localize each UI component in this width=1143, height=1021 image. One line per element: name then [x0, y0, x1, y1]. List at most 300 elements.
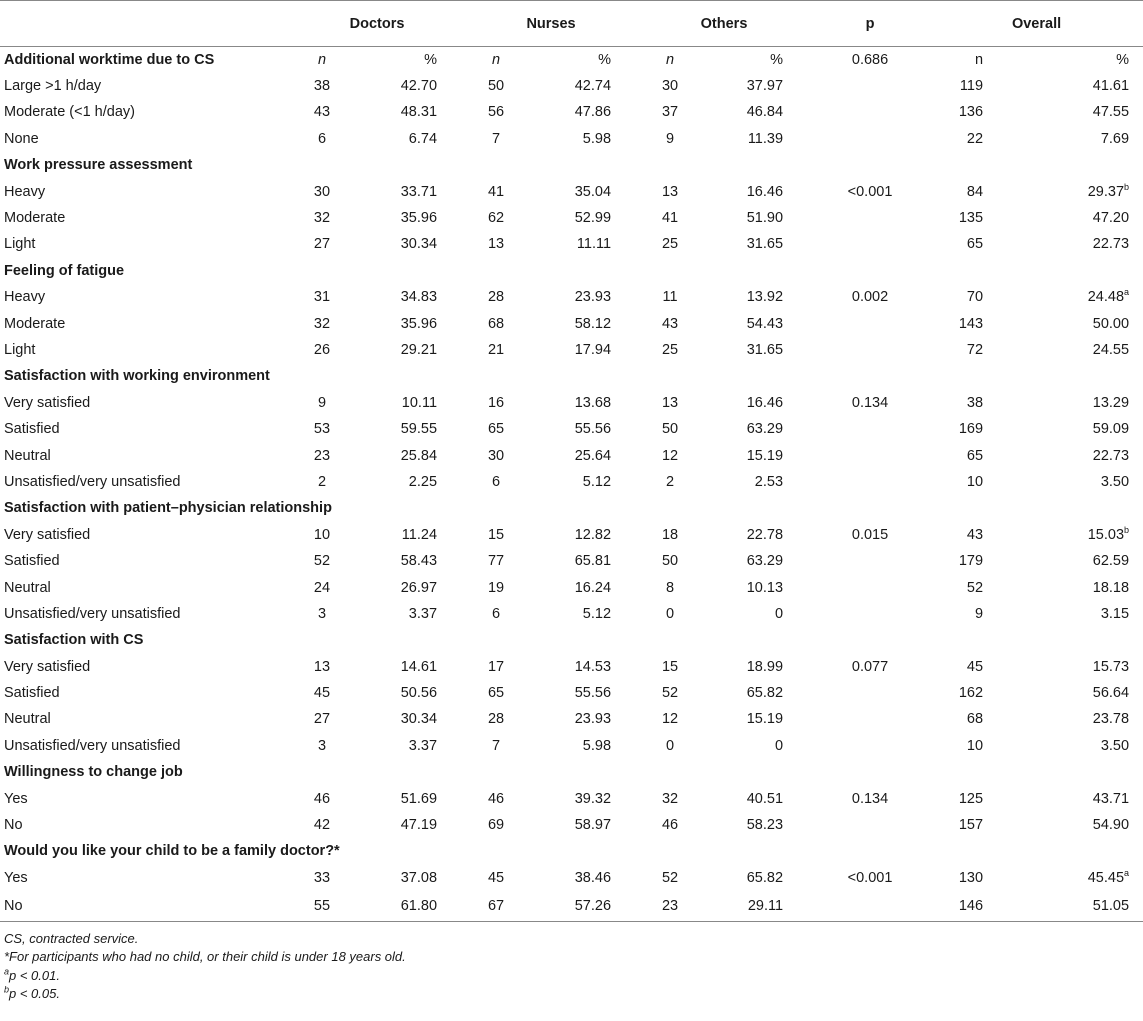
others-n — [638, 178, 702, 204]
others-pct-text: 11.39 — [747, 130, 784, 147]
p-value — [810, 522, 930, 548]
overall-pct — [1010, 653, 1143, 679]
overall-pct — [1010, 310, 1143, 336]
nurses-n — [464, 416, 528, 442]
overall-n-text: 143 — [958, 315, 984, 332]
overall-pct — [1010, 73, 1143, 99]
others-n-text: 0 — [665, 737, 675, 754]
overall-n — [930, 627, 1010, 653]
others-n — [638, 310, 702, 336]
others-n-text: 9 — [665, 130, 675, 147]
overall-n — [930, 310, 1010, 336]
row-label-text: Very satisfied — [4, 526, 91, 543]
doctors-pct — [354, 416, 464, 442]
row-label-text: Very satisfied — [4, 658, 91, 675]
others-n — [638, 152, 702, 178]
others-pct — [702, 759, 810, 785]
row-label — [0, 759, 290, 785]
footnote-cs: CS, contracted service. — [4, 930, 139, 946]
others-pct-text: 15.19 — [746, 447, 784, 464]
others-pct-text: 63.29 — [746, 553, 784, 570]
p-value — [810, 258, 930, 284]
overall-pct — [1010, 495, 1143, 521]
nurses-n-text: 30 — [487, 447, 505, 464]
others-n — [638, 680, 702, 706]
overall-pct-text: 23.78 — [1092, 711, 1130, 728]
row-label-text: Very satisfied — [4, 394, 91, 411]
overall-pct-text: 7.69 — [1100, 130, 1130, 147]
others-pct — [702, 522, 810, 548]
overall-n — [930, 891, 1010, 921]
overall-n — [930, 416, 1010, 442]
row-label-text: Moderate — [4, 210, 66, 227]
doctors-pct — [354, 522, 464, 548]
doctors-n-text: 6 — [317, 130, 327, 147]
table-row — [0, 178, 1143, 204]
nurses-n — [464, 574, 528, 600]
others-pct — [702, 680, 810, 706]
others-n-text: 0 — [665, 605, 675, 622]
doctors-n — [290, 469, 354, 495]
table-row — [0, 231, 1143, 257]
others-n — [638, 838, 702, 864]
p-value — [810, 469, 930, 495]
overall-pct-text: 59.09 — [1092, 421, 1130, 438]
others-pct — [702, 310, 810, 336]
doctors-n — [290, 785, 354, 811]
nurses-pct — [528, 363, 638, 389]
others-pct — [702, 152, 810, 178]
others-pct-text: 51.90 — [746, 210, 784, 227]
others-pct — [702, 416, 810, 442]
nurses-n — [464, 258, 528, 284]
doctors-n — [290, 99, 354, 125]
doctors-pct — [354, 548, 464, 574]
section-row — [0, 495, 1143, 521]
nurses-n — [464, 627, 528, 653]
others-pct — [702, 99, 810, 125]
row-label — [0, 785, 290, 811]
table-row — [0, 548, 1143, 574]
others-n-text: 37 — [661, 104, 679, 121]
row-label — [0, 865, 290, 891]
doctors-pct-text: 35.96 — [400, 315, 438, 332]
others-n-text: 18 — [661, 526, 679, 543]
overall-pct — [1010, 680, 1143, 706]
overall-n-text: 84 — [966, 183, 984, 200]
doctors-pct-text: 51.69 — [400, 790, 438, 807]
doctors-pct-text: 48.31 — [400, 104, 438, 121]
nurses-n-text: 7 — [491, 737, 501, 754]
nurses-pct-text: 23.93 — [574, 289, 612, 306]
overall-pct — [1010, 601, 1143, 627]
doctors-pct-text: 3.37 — [408, 737, 438, 754]
p-value — [810, 284, 930, 310]
doctors-n-text: 31 — [313, 289, 331, 306]
others-n — [638, 469, 702, 495]
table-row — [0, 469, 1143, 495]
doctors-pct-text: 33.71 — [400, 183, 438, 200]
nurses-n — [464, 601, 528, 627]
overall-pct-text: 24.55 — [1092, 341, 1130, 358]
p-value — [810, 126, 930, 152]
doctors-n-text: 53 — [313, 421, 331, 438]
overall-pct — [1010, 178, 1143, 204]
overall-pct-text: 15.03 — [1087, 526, 1125, 543]
footnote-b — [4, 985, 1143, 1004]
doctors-n — [290, 390, 354, 416]
others-n — [638, 73, 702, 99]
overall-pct-text: 54.90 — [1092, 817, 1130, 834]
others-n — [638, 99, 702, 125]
others-n — [638, 442, 702, 468]
overall-pct — [1010, 522, 1143, 548]
row-label — [0, 126, 290, 152]
others-pct-text: 40.51 — [746, 790, 784, 807]
row-label — [0, 838, 340, 864]
nurses-pct-text: 58.12 — [574, 315, 612, 332]
doctors-pct — [354, 73, 464, 99]
nurses-pct — [528, 548, 638, 574]
doctors-n — [290, 47, 354, 73]
nurses-n — [464, 680, 528, 706]
doctors-n — [290, 733, 354, 759]
others-pct-text: 29.11 — [747, 897, 784, 914]
doctors-pct-text: 58.43 — [400, 553, 438, 570]
doctors-n-text: 32 — [313, 210, 331, 227]
doctors-n-text: 32 — [313, 315, 331, 332]
footnotes — [0, 922, 1143, 1004]
nurses-n — [464, 310, 528, 336]
doctors-n — [290, 706, 354, 732]
others-n — [638, 231, 702, 257]
nurses-n-text: 62 — [487, 210, 505, 227]
overall-n — [930, 337, 1010, 363]
doctors-pct-text: 26.97 — [400, 579, 438, 596]
table-row — [0, 99, 1143, 125]
nurses-n-text: 45 — [487, 869, 505, 886]
overall-pct-text: 18.18 — [1092, 579, 1130, 596]
others-pct — [702, 73, 810, 99]
overall-pct — [1010, 337, 1143, 363]
nurses-pct-text: 55.56 — [574, 685, 612, 702]
nurses-pct — [528, 838, 638, 864]
others-pct-text: 31.65 — [746, 341, 784, 358]
others-pct — [702, 785, 810, 811]
nurses-pct — [528, 495, 638, 521]
overall-n — [930, 205, 1010, 231]
p-value — [810, 601, 930, 627]
overall-n-text: 43 — [966, 526, 984, 543]
table-row — [0, 865, 1143, 891]
overall-pct — [1010, 548, 1143, 574]
table-row — [0, 891, 1143, 921]
nurses-pct — [528, 416, 638, 442]
others-pct-text: 10.13 — [746, 579, 784, 596]
others-pct — [702, 258, 810, 284]
p-value-text: 0.686 — [851, 51, 889, 68]
row-label-text: No — [4, 817, 23, 834]
nurses-n-text: 50 — [487, 78, 505, 95]
overall-pct — [1010, 390, 1143, 416]
doctors-n-text: 26 — [313, 341, 331, 358]
doctors-n — [290, 205, 354, 231]
doctors-n — [290, 284, 354, 310]
others-n-text: 23 — [661, 897, 679, 914]
nurses-n — [464, 231, 528, 257]
doctors-n — [290, 627, 354, 653]
others-pct — [702, 390, 810, 416]
nurses-n — [464, 891, 528, 921]
p-value — [810, 680, 930, 706]
row-label — [0, 152, 290, 178]
doctors-n — [290, 126, 354, 152]
row-label-text: Satisfied — [4, 685, 60, 702]
header-overall: Overall — [930, 1, 1143, 47]
doctors-pct — [354, 126, 464, 152]
others-n — [638, 653, 702, 679]
section-row — [0, 258, 1143, 284]
overall-n — [930, 258, 1010, 284]
nurses-pct — [528, 152, 638, 178]
p-value — [810, 337, 930, 363]
doctors-n-text: 52 — [313, 553, 331, 570]
overall-n-text: 22 — [966, 130, 984, 147]
overall-n-text: n — [974, 51, 984, 68]
doctors-n-text: 45 — [313, 685, 331, 702]
row-label-text: Unsatisfied/very unsatisfied — [4, 737, 181, 754]
doctors-n — [290, 363, 354, 389]
others-pct-text: 16.46 — [746, 183, 784, 200]
others-n — [638, 601, 702, 627]
others-pct — [702, 231, 810, 257]
row-label — [0, 284, 290, 310]
doctors-pct-text: 6.74 — [408, 130, 438, 147]
nurses-n-text: 41 — [487, 183, 505, 200]
row-label-text: Satisfied — [4, 421, 60, 438]
overall-n — [930, 178, 1010, 204]
doctors-pct — [354, 865, 464, 891]
others-n — [638, 284, 702, 310]
overall-n — [930, 838, 1010, 864]
nurses-n — [464, 152, 528, 178]
others-pct — [702, 205, 810, 231]
overall-pct — [1010, 574, 1143, 600]
nurses-pct-text: 58.97 — [574, 817, 612, 834]
overall-pct — [1010, 284, 1143, 310]
p-value — [810, 363, 930, 389]
p-value-text: 0.134 — [851, 790, 889, 807]
doctors-pct — [354, 706, 464, 732]
doctors-n — [290, 73, 354, 99]
nurses-pct — [528, 73, 638, 99]
doctors-n-text: 55 — [313, 897, 331, 914]
others-n-text: 11 — [662, 289, 678, 306]
nurses-pct-text: 25.64 — [574, 447, 612, 464]
doctors-n — [290, 865, 354, 891]
nurses-pct-text: 52.99 — [574, 210, 612, 227]
overall-pct-text: 15.73 — [1092, 658, 1130, 675]
overall-n-text: 70 — [966, 289, 984, 306]
others-pct — [702, 838, 810, 864]
nurses-n-text: 67 — [487, 897, 505, 914]
table-row — [0, 522, 1143, 548]
others-pct — [702, 469, 810, 495]
row-label — [0, 310, 290, 336]
others-n — [638, 812, 702, 838]
overall-n — [930, 785, 1010, 811]
doctors-n — [290, 759, 354, 785]
overall-n — [930, 469, 1010, 495]
nurses-pct — [528, 812, 638, 838]
row-label-text: Moderate (<1 h/day) — [4, 104, 135, 121]
overall-pct — [1010, 785, 1143, 811]
p-value — [810, 865, 930, 891]
overall-pct — [1010, 469, 1143, 495]
others-n-text: 52 — [661, 685, 679, 702]
others-pct — [702, 706, 810, 732]
others-pct — [702, 627, 810, 653]
others-pct — [702, 548, 810, 574]
nurses-pct — [528, 178, 638, 204]
doctors-n-text: 42 — [313, 817, 331, 834]
significance-mark: b — [1124, 524, 1130, 535]
doctors-n — [290, 574, 354, 600]
doctors-pct — [354, 495, 464, 521]
table-row — [0, 73, 1143, 99]
nurses-n-text: 28 — [487, 711, 505, 728]
row-label-text: Neutral — [4, 579, 51, 596]
others-pct-text: 31.65 — [746, 236, 784, 253]
doctors-n — [290, 416, 354, 442]
doctors-pct — [354, 205, 464, 231]
doctors-n-text: n — [317, 51, 327, 68]
nurses-n — [464, 205, 528, 231]
p-value — [810, 838, 930, 864]
row-label — [0, 495, 332, 521]
header-doctors: Doctors — [290, 1, 464, 47]
others-n-text: 13 — [661, 183, 679, 200]
overall-pct — [1010, 47, 1143, 73]
nurses-n-text: 6 — [491, 473, 501, 490]
overall-n — [930, 284, 1010, 310]
nurses-pct — [528, 258, 638, 284]
others-n — [638, 548, 702, 574]
table-body — [0, 47, 1143, 922]
doctors-pct-text: 30.34 — [400, 236, 438, 253]
nurses-n — [464, 469, 528, 495]
others-n-text: 12 — [661, 711, 679, 728]
overall-pct — [1010, 416, 1143, 442]
nurses-pct — [528, 442, 638, 468]
others-n — [638, 627, 702, 653]
overall-n — [930, 442, 1010, 468]
others-n — [638, 785, 702, 811]
nurses-pct — [528, 205, 638, 231]
nurses-pct — [528, 99, 638, 125]
nurses-n — [464, 178, 528, 204]
overall-n-text: 65 — [966, 447, 984, 464]
others-n-text: 13 — [661, 394, 679, 411]
header-nurses: Nurses — [464, 1, 638, 47]
others-pct — [702, 495, 810, 521]
others-n — [638, 126, 702, 152]
overall-pct — [1010, 891, 1143, 921]
doctors-pct — [354, 627, 464, 653]
nurses-pct-text: 11.11 — [576, 236, 612, 253]
nurses-n — [464, 73, 528, 99]
others-pct-text: 54.43 — [746, 315, 784, 332]
doctors-pct-text: 42.70 — [400, 78, 438, 95]
overall-pct — [1010, 152, 1143, 178]
nurses-pct-text: 5.12 — [582, 473, 612, 490]
doctors-n — [290, 152, 354, 178]
overall-n-text: 10 — [966, 473, 984, 490]
nurses-pct — [528, 337, 638, 363]
section-row — [0, 363, 1143, 389]
nurses-n-text: 56 — [487, 104, 505, 121]
nurses-n-text: 69 — [487, 817, 505, 834]
overall-n-text: 10 — [966, 737, 984, 754]
p-value — [810, 73, 930, 99]
row-label-text: Unsatisfied/very unsatisfied — [4, 473, 181, 490]
others-pct-text: 0 — [774, 737, 784, 754]
row-label-text: Light — [4, 236, 36, 253]
row-label — [0, 680, 290, 706]
p-value — [810, 785, 930, 811]
overall-n-text: 157 — [958, 817, 984, 834]
nurses-n — [464, 47, 528, 73]
p-value — [810, 812, 930, 838]
row-label — [0, 812, 290, 838]
table-row — [0, 706, 1143, 732]
others-pct-text: 13.92 — [746, 289, 784, 306]
row-label-text: Heavy — [4, 289, 46, 306]
overall-pct — [1010, 838, 1143, 864]
row-label — [0, 574, 290, 600]
overall-n — [930, 231, 1010, 257]
nurses-n — [464, 759, 528, 785]
overall-pct — [1010, 99, 1143, 125]
p-value — [810, 653, 930, 679]
nurses-pct — [528, 390, 638, 416]
doctors-n — [290, 812, 354, 838]
overall-n — [930, 601, 1010, 627]
row-label — [0, 47, 290, 73]
nurses-pct — [528, 680, 638, 706]
overall-n — [930, 812, 1010, 838]
others-pct — [702, 653, 810, 679]
nurses-pct-text: 55.56 — [574, 421, 612, 438]
doctors-pct-text: % — [424, 51, 438, 68]
doctors-pct-text: 34.83 — [400, 289, 438, 306]
table-row — [0, 126, 1143, 152]
overall-n-text: 169 — [958, 421, 984, 438]
nurses-pct-text: 39.32 — [574, 790, 612, 807]
others-pct-text: 18.99 — [746, 658, 784, 675]
overall-pct — [1010, 126, 1143, 152]
others-n-text: n — [665, 51, 675, 68]
overall-pct — [1010, 231, 1143, 257]
others-n — [638, 363, 702, 389]
nurses-pct-text: 5.12 — [582, 605, 612, 622]
row-label — [0, 73, 290, 99]
section-row — [0, 627, 1143, 653]
p-value — [810, 495, 930, 521]
overall-pct — [1010, 865, 1143, 891]
others-pct-text: 63.29 — [746, 421, 784, 438]
row-label-text: Light — [4, 341, 36, 358]
